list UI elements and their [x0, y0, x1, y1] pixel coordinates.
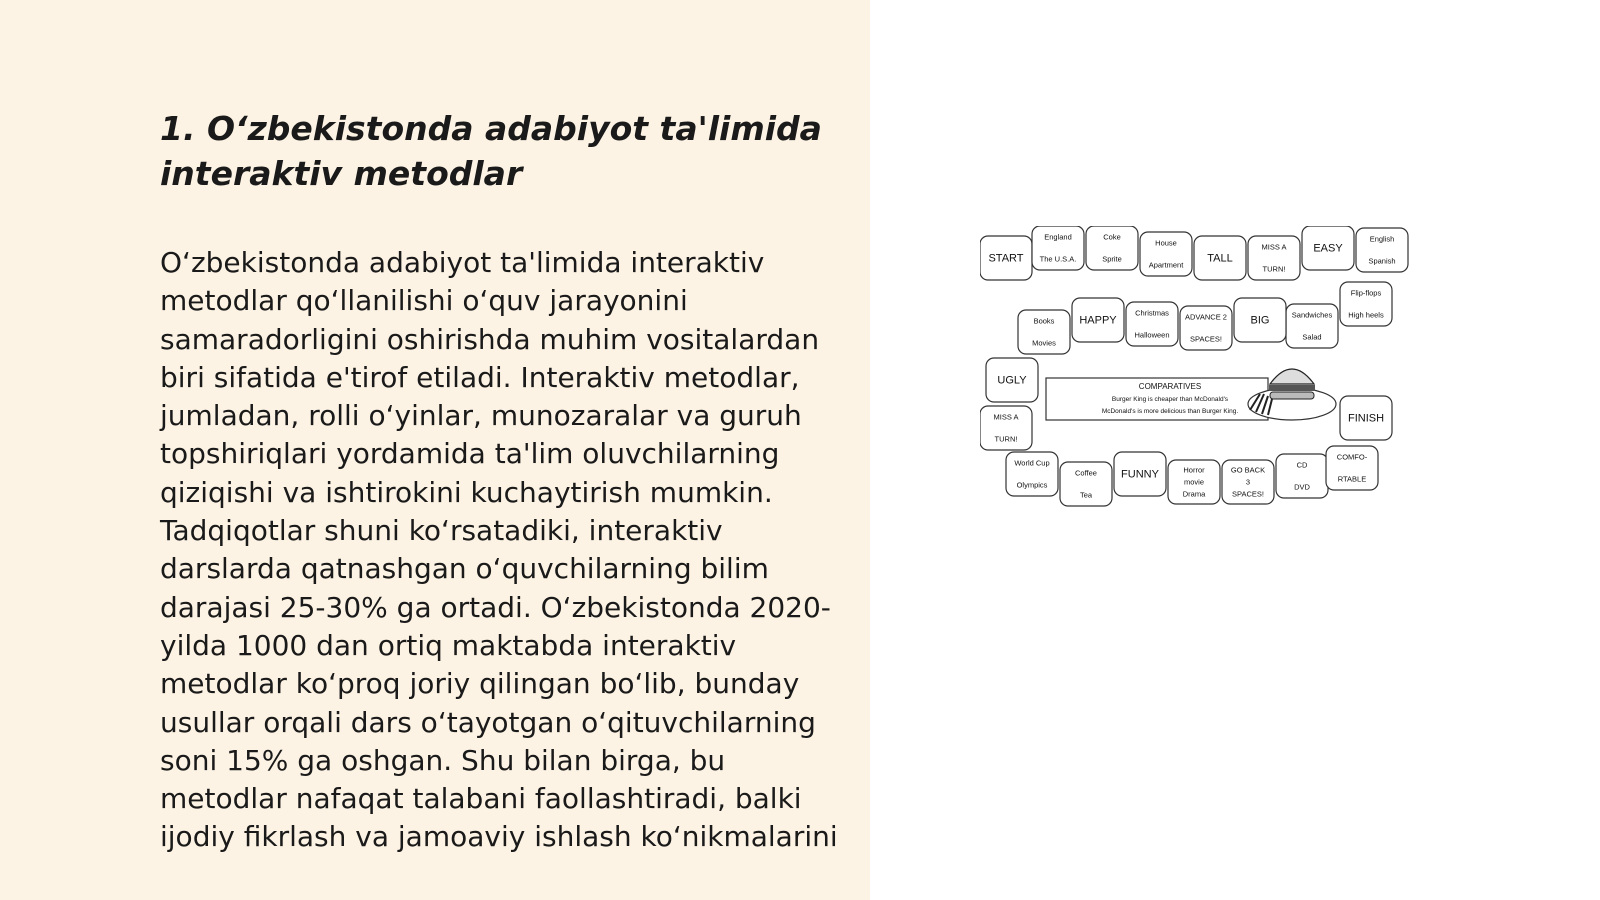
board-square-label: Apartment	[1148, 260, 1184, 270]
board-game-image	[980, 226, 1420, 522]
board-square-label: FINISH	[1347, 412, 1385, 425]
board-square-label: Movies	[1032, 338, 1056, 348]
board-square-label: Salad	[1302, 332, 1322, 342]
board-square	[980, 406, 1032, 450]
board-square-label: 3	[1245, 477, 1251, 487]
board-square	[1340, 282, 1392, 326]
board-square-label: TURN!	[1262, 264, 1286, 274]
board-square-label: House	[1155, 238, 1177, 248]
board-square-label: SPACES!	[1190, 334, 1222, 344]
board-square-label: ADVANCE 2	[1185, 312, 1227, 322]
board-square-label: MISS A	[1261, 242, 1287, 252]
comparatives-line: McDonald's is more delicious than Burger King.	[1101, 408, 1239, 415]
board-square-label: MISS A	[993, 412, 1019, 422]
board-square-label: FUNNY	[1121, 468, 1159, 481]
board-square	[1248, 236, 1300, 280]
board-square-label: RTABLE	[1337, 474, 1367, 484]
board-square	[1032, 226, 1084, 270]
board-square-label: EASY	[1313, 242, 1343, 255]
board-square	[1340, 396, 1392, 440]
board-square-label: DVD	[1294, 482, 1310, 492]
board-square	[986, 358, 1038, 402]
board-square-label: High heels	[1348, 310, 1384, 320]
comparatives-title: COMPARATIVES	[1138, 382, 1202, 391]
board-square	[1126, 302, 1178, 346]
board-game-illustration	[980, 226, 1420, 522]
board-square-label: Books	[1033, 316, 1055, 326]
board-square	[1060, 462, 1112, 506]
board-square	[1356, 228, 1408, 272]
board-square	[1180, 306, 1232, 350]
board-square-label: Horror	[1183, 465, 1205, 475]
board-square-label: World Cup	[1014, 458, 1050, 468]
board-square-label: Sandwiches	[1291, 310, 1333, 320]
board-square-label: START	[988, 252, 1024, 265]
board-square-label: UGLY	[997, 374, 1027, 387]
board-square-label: Spanish	[1368, 256, 1396, 266]
board-square-label: BIG	[1250, 314, 1270, 327]
board-square	[1286, 304, 1338, 348]
board-square	[1222, 460, 1274, 504]
board-square-label: Sprite	[1102, 254, 1122, 264]
board-square-label: Olympics	[1016, 480, 1048, 490]
board-square-label: Coffee	[1075, 468, 1097, 478]
slide-title: 1. O‘zbekistonda adabiyot ta'limida interaktiv metodlar	[160, 109, 822, 193]
burger-fries-icon	[1248, 369, 1336, 420]
board-square	[1086, 226, 1138, 270]
board-square	[1234, 298, 1286, 342]
comparatives-line: Burger King is cheaper than McDonald's	[1111, 396, 1229, 403]
board-square	[1006, 452, 1058, 496]
board-square	[1072, 298, 1124, 342]
board-square-label: Drama	[1182, 489, 1206, 499]
comparatives-box	[1046, 378, 1268, 420]
slide-body-text: O‘zbekistonda adabiyot ta'limida interaktiv metodlar qo‘llanilishi o‘quv jarayonini samaradorligini oshirishda muhim vositalardan biri sifatida e'tirof etiladi. Interaktiv metodlar, jumladan, rolli o‘yinlar, munozaralar va guruh topshiriqlari yordamida ta'lim oluvchilarning qiziqishi va ishtirokini kuchaytirish mumkin. Tadqiqotlar shuni ko‘rsatadiki, interaktiv darslarda qatnashgan o‘quvchilarning bilim darajasi 25-30% ga ortadi. O‘zbekistonda 2020-yilda 1000 dan ortiq maktabda interaktiv metodlar ko‘proq joriy qilingan bo‘lib, bunday usullar orqali dars o‘tayotgan o‘qituvchilarning soni 15% ga oshgan. Shu bilan birga, bu metodlar nafaqat talabani faollashtiradi, balki ijodiy fikrlash va jamoaviy ishlash ko‘nikmalarini	[160, 246, 838, 854]
board-square-label: CD	[1296, 460, 1308, 470]
board-square	[1326, 446, 1378, 490]
board-square-label: Flip-flops	[1350, 288, 1382, 298]
board-square	[1276, 454, 1328, 498]
board-square	[1194, 236, 1246, 280]
board-square	[1114, 452, 1166, 496]
board-square-label: Coke	[1103, 232, 1121, 242]
board-square	[1140, 232, 1192, 276]
board-square-label: HAPPY	[1079, 314, 1117, 327]
board-square	[1168, 460, 1220, 504]
board-square-label: Christmas	[1135, 308, 1169, 318]
board-square-label: The U.S.A.	[1039, 254, 1077, 264]
board-square-label: movie	[1183, 477, 1205, 487]
board-square-label: COMFO-	[1336, 452, 1368, 462]
board-square	[1018, 310, 1070, 354]
board-square	[980, 236, 1032, 280]
board-square-label: TURN!	[994, 434, 1018, 444]
board-square-label: SPACES!	[1232, 489, 1264, 499]
board-square	[1302, 226, 1354, 270]
board-square-label: English	[1369, 234, 1395, 244]
board-square-label: GO BACK	[1230, 465, 1266, 475]
board-square-label: Tea	[1079, 490, 1093, 500]
board-square-label: TALL	[1207, 252, 1233, 265]
board-square-label: England	[1044, 232, 1072, 242]
board-square-label: Halloween	[1134, 330, 1170, 340]
